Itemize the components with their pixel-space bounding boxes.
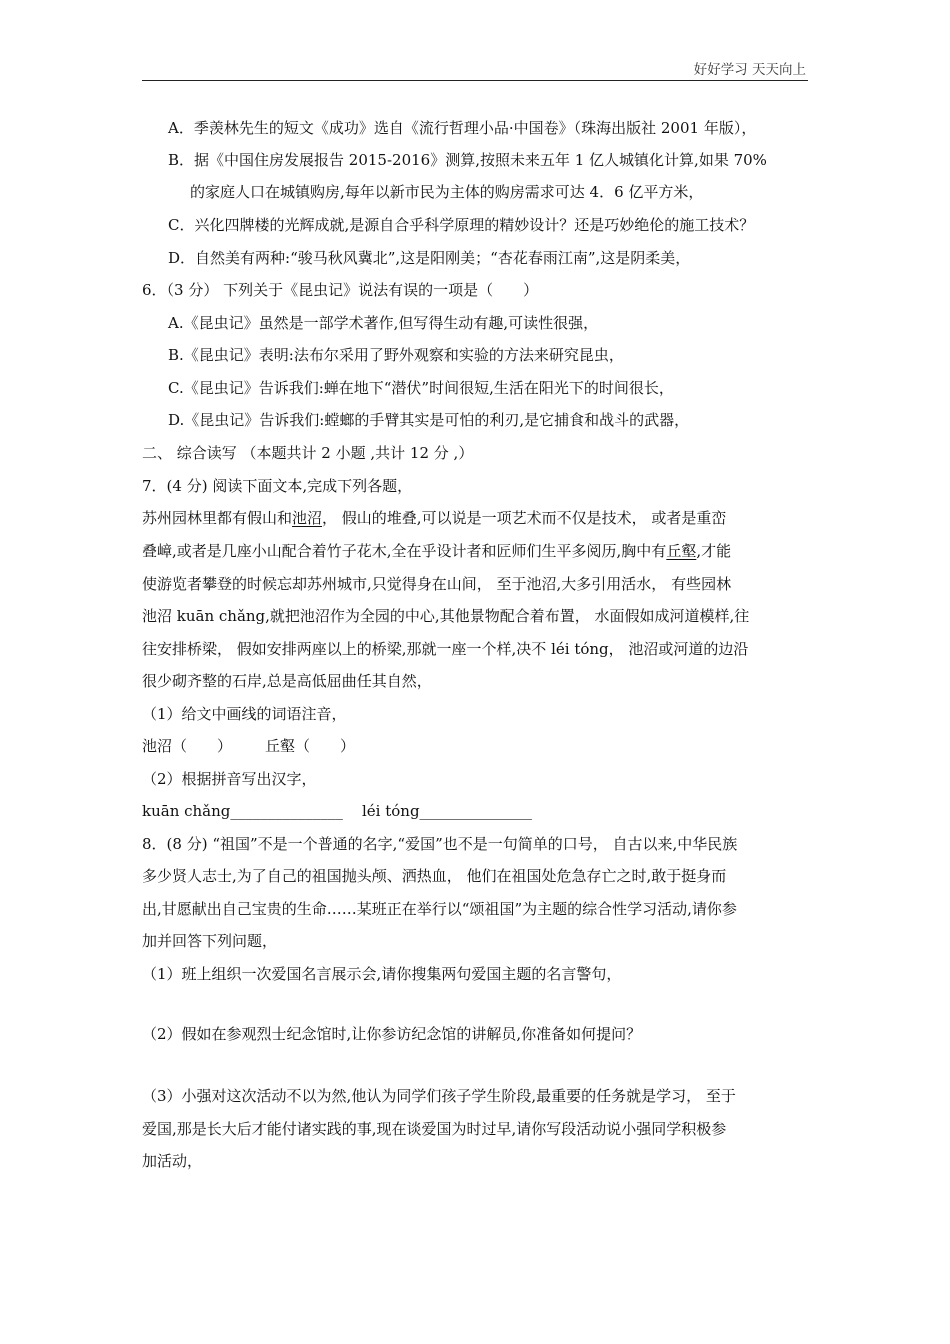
q8-sub3-line2: 爱国,那是长大后才能付诸实践的事,现在谈爱国为时过早,请你写段活动说小强同学积极参 bbox=[142, 1120, 727, 1138]
passage-text: 苏州园林里都有假山和 bbox=[142, 509, 293, 527]
q7-passage-line6: 很少砌齐整的石岸,总是高低屈曲任其自然， bbox=[142, 672, 432, 690]
q8-stem-line1: 8．(8 分) “祖国”不是一个普通的名字,“爱国”也不是一句简单的口号， 自古以来,中华民族 bbox=[142, 835, 738, 853]
q5-option-b-line2: 的家庭人口在城镇购房,每年以新市民为主体的购房需求可达 4．6 亿平方米， bbox=[190, 183, 704, 201]
q7-sub2-answer-leitong: léi tóng_______________ bbox=[362, 802, 533, 820]
q7-passage-line5: 往安排桥梁， 假如安排两座以上的桥梁,那就一座一个样,决不 léi tóng， 池沼或河道的边沿 bbox=[142, 640, 749, 658]
q7-sub1-answer-chizhao: 池沼（ ） bbox=[142, 737, 233, 755]
q6-option-a: A.《昆虫记》虽然是一部学术著作,但写得生动有趣,可读性很强， bbox=[168, 314, 599, 332]
q7-stem: 7．(4 分) 阅读下面文本,完成下列各题， bbox=[142, 477, 413, 495]
q7-sub2-answer-kuanchang: kuān chǎng_______________ bbox=[142, 802, 343, 820]
q5-option-c: C．兴化四牌楼的光辉成就,是源自合乎科学原理的精妙设计？还是巧妙绝伦的施工技术？ bbox=[168, 216, 755, 234]
q7-passage-line3: 使游览者攀登的时候忘却苏州城市,只觉得身在山间， 至于池沼,大多引用活水， 有些园林 bbox=[142, 575, 732, 593]
q6-option-b: B.《昆虫记》表明:法布尔采用了野外观察和实验的方法来研究昆虫， bbox=[168, 346, 624, 364]
passage-text: ， 假山的堆叠,可以说是一项艺术而不仅是技术， 或者是重峦 bbox=[322, 509, 727, 527]
q7-sub1: （1）给文中画线的词语注音， bbox=[142, 705, 347, 723]
q7-sub1-answer-qiuhe: 丘壑（ ） bbox=[265, 737, 356, 755]
header-motto: 好好学习 天天向上 bbox=[693, 62, 806, 78]
q8-sub1: （1）班上组织一次爱国名言展示会,请你搜集两句爱国主题的名言警句， bbox=[142, 965, 622, 983]
q7-passage-line2 bbox=[142, 541, 731, 561]
q6-stem: 6．（3 分） 下列关于《昆虫记》说法有误的一项是（ ） bbox=[142, 281, 539, 299]
q8-sub3-line3: 加活动， bbox=[142, 1152, 203, 1170]
q5-option-b-line1: B．据《中国住房发展报告 2015-2016》测算,按照未来五年 1 亿人城镇化计算,如果 70% bbox=[168, 151, 767, 169]
page-header bbox=[142, 58, 808, 81]
q6-option-d: D.《昆虫记》告诉我们:螳螂的手臂其实是可怕的利刃,是它捕食和战斗的武器， bbox=[168, 411, 690, 429]
underlined-word-chizhao: 池沼 bbox=[292, 509, 323, 527]
q5-option-d: D．自然美有两种:“骏马秋风冀北”,这是阳刚美；“杏花春雨江南”,这是阴柔美， bbox=[168, 249, 691, 267]
passage-text: 叠嶂,或者是几座小山配合着竹子花木,全在乎设计者和匠师们生平多阅历,胸中有 bbox=[142, 542, 667, 560]
q6-option-c: C.《昆虫记》告诉我们:蝉在地下“潜伏”时间很短,生活在阳光下的时间很长， bbox=[168, 379, 674, 397]
q7-sub2: （2）根据拼音写出汉字， bbox=[142, 770, 317, 788]
q8-sub2: （2）假如在参观烈士纪念馆时,让你参访纪念馆的讲解员,你准备如何提问？ bbox=[142, 1025, 642, 1043]
q7-passage-line4: 池沼 kuān chǎng,就把池沼作为全园的中心,其他景物配合着布置， 水面假如成河道模样,往 bbox=[142, 607, 750, 625]
q5-option-a: A．季羡林先生的短文《成功》选自《流行哲理小品·中国卷》（珠海出版社 2001 年版）， bbox=[168, 119, 757, 137]
passage-text: ,才能 bbox=[696, 542, 732, 560]
section-2-title: 二、 综合读写 （本题共计 2 小题 ,共计 12 分 ,） bbox=[142, 444, 474, 462]
q8-stem-line3: 出,甘愿献出自己宝贵的生命……某班正在举行以“颂祖国”为主题的综合性学习活动,请你参 bbox=[142, 900, 737, 918]
q7-passage-line1 bbox=[142, 508, 726, 528]
underlined-word-qiuhe: 丘壑 bbox=[666, 542, 697, 560]
q8-stem-line4: 加并回答下列问题， bbox=[142, 932, 278, 950]
q8-sub3-line1: （3）小强对这次活动不以为然,他认为同学们孩子学生阶段,最重要的任务就是学习， 至于 bbox=[142, 1087, 736, 1105]
q8-stem-line2: 多少贤人志士,为了自己的祖国抛头颅、洒热血， 他们在祖国处危急存亡之时,敢于挺身而 bbox=[142, 867, 727, 885]
